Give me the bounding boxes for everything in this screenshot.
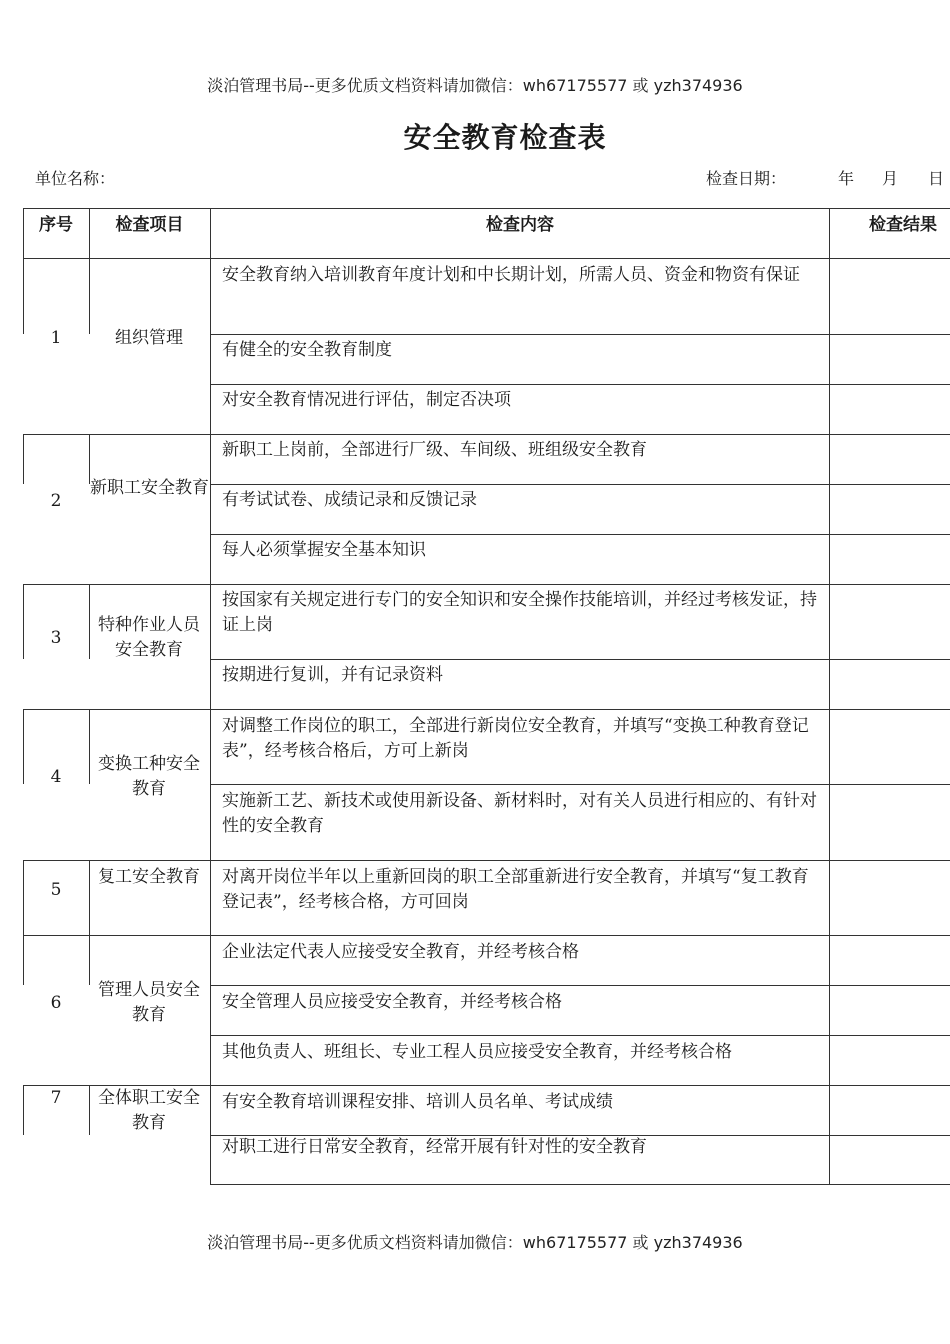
content-1-2: 有健全的安全教育制度 [222,340,392,360]
table-row-line [210,1035,950,1036]
header-result: 检查结果 [869,215,937,235]
row-item-5: 复工安全教育 [98,867,200,887]
table-row-line [23,584,950,585]
content-7-2: 对职工进行日常安全教育，经常开展有针对性的安全教育 [222,1137,647,1157]
table-row-line [23,935,950,936]
table-row-line [23,709,950,710]
table-col-line [23,709,24,784]
content-4-2: 实施新工艺、新技术或使用新设备、新材料时，对有关人员进行相应的、有针对性的安全教育 [222,791,817,836]
row-num-5: 5 [50,880,62,900]
table-row-line [210,384,950,385]
table-col-line [23,935,24,985]
date-day-label: 日 [928,169,945,188]
content-3-2: 按期进行复训，并有记录资料 [222,665,443,685]
row-item-4: 变换工种安全教育 [98,754,200,799]
header-content: 检查内容 [486,215,554,235]
table-row-line [210,659,950,660]
row-num-7: 7 [50,1088,62,1108]
check-date [706,166,944,189]
table-col-line [23,258,24,334]
row-item-7: 全体职工安全教育 [98,1088,200,1133]
content-5-1: 对离开岗位半年以上重新回岗的职工全部重新进行安全教育，并填写“复工教育登记表”，经考核合格，方可回岗 [222,867,809,912]
header-num: 序号 [39,215,73,235]
content-2-3: 每人必须掌握安全基本知识 [222,540,426,560]
content-2-2: 有考试试卷、成绩记录和反馈记录 [222,490,477,510]
table-col-line [829,208,830,1185]
table-col-line [23,208,24,258]
table-row-line [210,1135,950,1136]
table-row-line [23,258,950,259]
footer-note: 淡泊管理书局--更多优质文档资料请加微信：wh67175577 或 yzh374936 [207,1233,743,1252]
row-num-4: 4 [50,767,62,787]
content-6-3: 其他负责人、班组长、专业工程人员应接受安全教育，并经考核合格 [222,1042,732,1062]
row-num-6: 6 [50,993,62,1013]
table-col-line [23,434,24,484]
content-4-1: 对调整工作岗位的职工，全部进行新岗位安全教育，并填写“变换工种教育登记表”，经考核合格后，方可上新岗 [222,716,809,761]
table-row-line [23,434,950,435]
table-row-line [210,334,950,335]
table-border-bottom [210,1184,950,1185]
content-1-1: 安全教育纳入培训教育年度计划和中长期计划，所需人员、资金和物资有保证 [222,265,800,285]
row-item-6: 管理人员安全教育 [98,980,200,1025]
page-title: 安全教育检查表 [403,121,607,154]
row-item-1: 组织管理 [115,328,183,348]
header-note: 淡泊管理书局--更多优质文档资料请加微信：wh67175577 或 yzh374936 [207,76,743,95]
table-col-line [23,860,24,935]
table-col-line [89,1085,90,1135]
table-col-line [89,860,90,935]
table-col-line [89,709,90,784]
row-num-2: 2 [50,491,62,511]
content-7-1: 有安全教育培训课程安排、培训人员名单、考试成绩 [222,1092,613,1112]
table-row-line [210,784,950,785]
table-col-line [89,434,90,484]
content-6-2: 安全管理人员应接受安全教育，并经考核合格 [222,992,562,1012]
table-col-line [210,208,211,1185]
header-item: 检查项目 [115,215,184,235]
table-row-line [210,534,950,535]
date-year-label: 年 [838,169,855,188]
table-row-line [210,985,950,986]
table-border-top [23,208,950,209]
table-col-line [89,208,90,258]
table-col-line [23,584,24,659]
row-num-1: 1 [50,328,62,348]
row-num-3: 3 [50,628,62,648]
content-3-1: 按国家有关规定进行专门的安全知识和安全操作技能培训，并经过考核发证，持证上岗 [222,590,817,635]
table-col-line [89,584,90,659]
content-2-1: 新职工上岗前，全部进行厂级、车间级、班组级安全教育 [222,440,647,460]
unit-name-label: 单位名称： [35,169,116,188]
row-item-2: 新职工安全教育 [90,478,209,498]
content-6-1: 企业法定代表人应接受安全教育，并经考核合格 [222,942,579,962]
table-col-line [23,1085,24,1135]
table-col-line [89,258,90,334]
table-row-line [210,484,950,485]
row-item-3: 特种作业人员安全教育 [98,615,200,660]
check-date-label: 检查日期： [706,169,787,188]
table-row-line [23,1085,950,1086]
content-1-3: 对安全教育情况进行评估，制定否决项 [222,390,511,410]
table-col-line [89,935,90,985]
date-month-label: 月 [882,169,899,188]
table-row-line [23,860,950,861]
